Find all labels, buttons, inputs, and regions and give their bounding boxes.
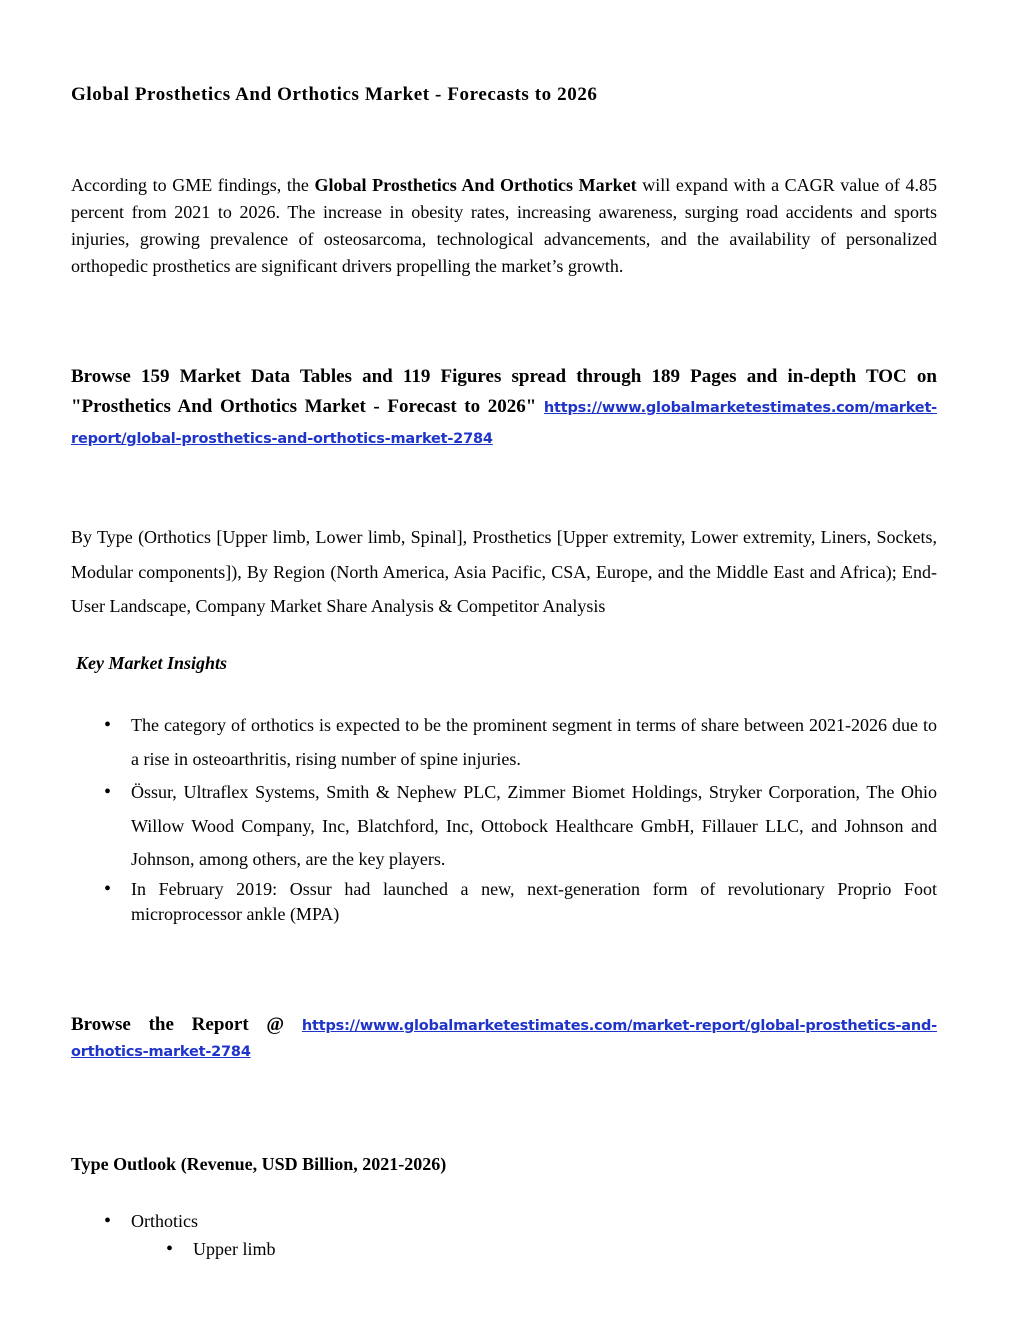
key-insights-heading: Key Market Insights xyxy=(76,653,228,673)
intro-text-start: According to GME findings, the xyxy=(71,175,315,195)
list-item: • The category of orthotics is expected to be the prominent segment in terms of share between 2021-2026 due to a rise in osteoarthritis, rising number of spine injuries. xyxy=(131,709,937,776)
type-outlook-list xyxy=(131,1207,276,1263)
report-word: Report xyxy=(191,1014,249,1035)
intro-market-name: Global Prosthetics And Orthotics Market xyxy=(314,175,637,195)
list-item: • Össur, Ultraflex Systems, Smith & Nephew PLC, Zimmer Biomet Holdings, Stryker Corporation, The Ohio Willow Wood Company, Inc, Blatchford, Inc, Ottobock Healthcare GmbH, Fillauer LLC, and Johnson and Johnson, among others, are the key players. xyxy=(131,776,937,877)
report-link-line2[interactable]: orthotics-market-2784 xyxy=(71,1044,251,1060)
list-item-orthotics: • Orthotics xyxy=(131,1207,276,1235)
intro-text-end: will expand with a CAGR value of 4.85 percent from 2021 to 2026. The increase in obesity rates, increasing awareness, surging road accidents and sports injuries, growing prevalence of osteosarcoma, technological advancements, and the availability of personalized orthopedic prosthetics are significant drivers propelling the market’s growth. xyxy=(71,175,937,276)
browse-tables-text: Browse 159 Market Data Tables and 119 Figures spread through 189 Pages and in-depth TOC on "Prosthetics And Orthotics Market - Forecast to 2026" xyxy=(71,366,937,417)
browse-word: Browse xyxy=(71,1014,131,1035)
at-sign: @ xyxy=(266,1014,285,1035)
browse-report-paragraph xyxy=(71,1014,937,1062)
insights-list xyxy=(131,709,937,927)
document-title: Global Prosthetics And Orthotics Market - Forecasts to 2026 xyxy=(71,84,598,105)
browse-tables-paragraph xyxy=(71,362,937,454)
report-link[interactable]: https://www.globalmarketestimates.com/market-report/global-prosthetics-and-orthotics-market-2784 xyxy=(71,400,937,447)
the-word: the xyxy=(148,1014,174,1035)
segmentation-paragraph: By Type (Orthotics [Upper limb, Lower limb, Spinal], Prosthetics [Upper extremity, Lower extremity, Liners, Sockets, Modular components]), By Region (North America, Asia Pacific, CSA, Europe, and the Middle East and Africa); End-User Landscape, Company Market Share Analysis & Competitor Analysis xyxy=(71,527,937,616)
list-item: • In February 2019: Ossur had launched a new, next-generation form of revolutionary Proprio Foot microprocessor ankle (MPA) xyxy=(131,877,937,927)
report-link-line1[interactable]: https://www.globalmarketestimates.com/market-report/global-prosthetics-and- xyxy=(301,1018,937,1034)
list-item-upper-limb: • Upper limb xyxy=(193,1235,276,1263)
intro-paragraph xyxy=(71,172,937,280)
type-outlook-heading: Type Outlook (Revenue, USD Billion, 2021-2026) xyxy=(71,1154,447,1174)
